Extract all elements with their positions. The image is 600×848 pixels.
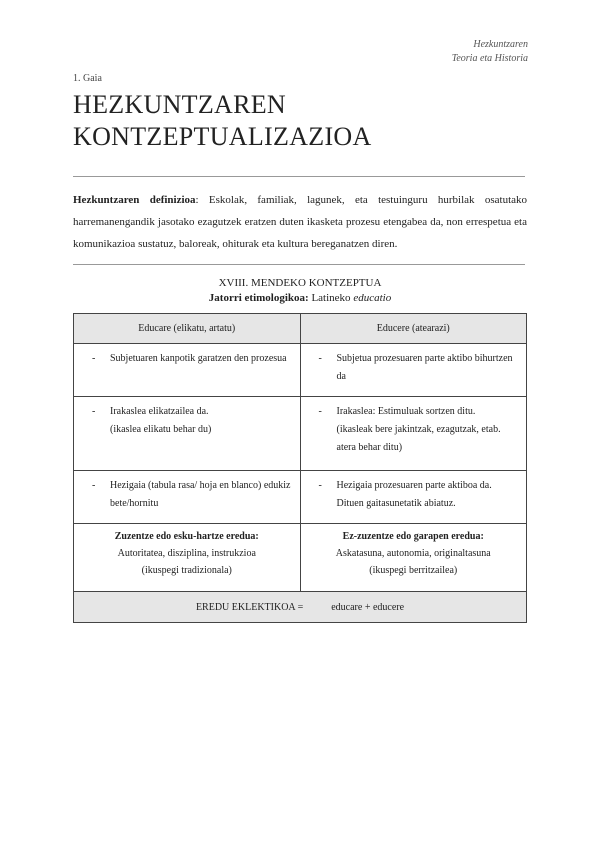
- model-line: Autoritatea, disziplina, instrukzioa: [117, 548, 256, 559]
- definition-term: Hezkuntzaren definizioa: [73, 194, 196, 206]
- list-item: - Subjetua prozesuaren parte aktibo bihurtzen da: [318, 353, 513, 382]
- running-header: [452, 38, 528, 66]
- eclectic-formula: educare + educere: [331, 601, 405, 613]
- model-line: (ikuspegi tradizionala): [141, 565, 232, 576]
- table-row: [74, 344, 527, 397]
- page-title: [73, 89, 372, 153]
- table-cell: [300, 344, 527, 397]
- header-educere: Educere (atearazi): [300, 314, 527, 344]
- table-cell: [74, 397, 301, 471]
- title-line-1: HEZKUNTZAREN: [73, 90, 287, 119]
- model-title: Ez-zuzentze edo garapen eredua:: [342, 531, 484, 542]
- table-cell: [74, 471, 301, 524]
- model-line: Askatasuna, autonomia, originaltasuna: [335, 548, 491, 559]
- model-line: (ikuspegi berritzailea): [369, 565, 458, 576]
- table-row-eclectic: [74, 592, 527, 623]
- etymology-text: Latineko: [308, 292, 354, 304]
- concept-table: [73, 313, 527, 623]
- etymology-word: educatio: [353, 292, 392, 304]
- table-header-row: [74, 314, 527, 344]
- divider: [73, 264, 525, 265]
- table-cell: [300, 471, 527, 524]
- header-educare: Educare (elikatu, artatu): [74, 314, 301, 344]
- model-title: Zuzentze edo esku-hartze eredua:: [114, 531, 259, 542]
- header-line-1: Hezkuntzaren: [473, 39, 528, 50]
- eclectic-cell: [74, 592, 527, 623]
- chapter-label: 1. Gaia: [73, 73, 102, 84]
- model-cell-development: [300, 524, 527, 592]
- section-title: XVIII. MENDEKO KONTZEPTUA: [218, 277, 382, 289]
- list-item: - Irakaslea elikatzailea da. (ikaslea elikatu behar du): [92, 406, 212, 435]
- etymology-line: [73, 292, 527, 304]
- etymology-label: Jatorri etimologikoa:: [208, 292, 309, 304]
- table-row: [74, 471, 527, 524]
- table-row-models: [74, 524, 527, 592]
- eclectic-label: EREDU EKLEKTIKOA =: [195, 601, 304, 613]
- header-line-2: Teoria eta Historia: [451, 53, 528, 64]
- table-cell: [74, 344, 301, 397]
- list-item: - Subjetuaren kanpotik garatzen den prozesua: [92, 353, 287, 364]
- list-item: - Irakaslea: Estimuluak sortzen ditu. (ikasleak bere jakintzak, ezagutzak, etab. atera behar ditu): [318, 406, 501, 453]
- table-cell: [300, 397, 527, 471]
- definition-text: : Eskolak, familiak, lagunek, eta testuinguru hurbilak osatutako harremanengandik jasotako ezagutzek eratzen duten ikasketa prozesu etengabea da, non errespetua eta komunikazioa sustatuz, baloreak, ohiturak eta kultura bereganatzen diren.: [73, 194, 528, 250]
- divider: [73, 176, 525, 177]
- list-item: - Hezigaia (tabula rasa/ hoja en blanco) edukiz bete/hornitu: [92, 480, 291, 509]
- title-line-2: KONTZEPTUALIZAZIOA: [73, 122, 372, 151]
- list-item: - Hezigaia prozesuaren parte aktiboa da. Dituen gaitasunetatik abiatuz.: [318, 480, 492, 509]
- definition-paragraph: [73, 189, 527, 255]
- table-row: [74, 397, 527, 471]
- model-cell-directive: [74, 524, 301, 592]
